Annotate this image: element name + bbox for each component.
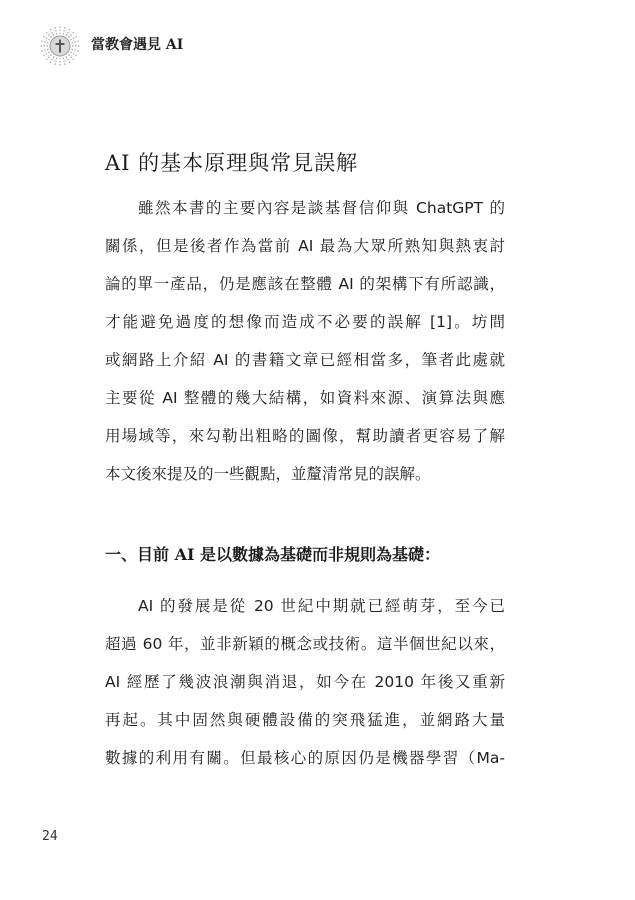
text-line: 超過 60 年，並非新穎的概念或技術。這半個世紀以來， <box>105 635 505 653</box>
section-paragraph <box>105 587 505 777</box>
emblem-ray <box>72 49 81 51</box>
emblem-ray <box>50 56 55 64</box>
emblem-ray <box>68 54 74 60</box>
text-line: 數據的利用有關。但最核心的原因仍是機器學習（Ma- <box>105 749 505 767</box>
emblem-ray <box>45 54 51 60</box>
chapter-title: AI 的基本原理與常見誤解 <box>105 151 359 175</box>
emblem-ray <box>66 56 71 64</box>
emblem-ray <box>55 26 57 35</box>
text-line: AI 的發展是從 20 世紀中期就已經萌芽，至今已 <box>138 597 505 615</box>
text-line: 主要從 AI 整體的幾大結構，如資料來源、演算法與應 <box>105 389 505 407</box>
text-line: 才能避免過度的想像而造成不必要的誤解 [1]。坊間 <box>105 313 505 331</box>
emblem-ray <box>70 52 78 57</box>
page-number: 24 <box>42 829 58 844</box>
intro-paragraph <box>105 189 505 493</box>
emblem-ray <box>63 26 65 35</box>
emblem-ray <box>40 41 49 43</box>
text-line: 或網路上介紹 AI 的書籍文章已經相當多，筆者此處就 <box>105 351 505 369</box>
text-line: 用場域等，來勾勒出粗略的圖像，幫助讀者更容易了解 <box>105 427 505 445</box>
emblem-ray <box>68 31 74 37</box>
emblem-ray <box>72 41 81 43</box>
running-title: 當教會遇見 AI <box>91 37 184 53</box>
text-line: 再起。其中固然與硬體設備的突飛猛進，並網路大量 <box>105 711 505 729</box>
text-line: 論的單一產品，仍是應該在整體 AI 的架構下有所認識， <box>105 275 505 293</box>
emblem-ray <box>42 36 50 41</box>
text-line: AI 經歷了幾波浪潮與消退，如今在 2010 年後又重新 <box>105 673 505 691</box>
emblem-ray <box>70 36 78 41</box>
emblem-ray <box>55 58 57 67</box>
text-line: 雖然本書的主要內容是談基督信仰與 ChatGPT 的 <box>138 199 505 217</box>
text-line: 本文後來提及的一些觀點，並釐清常見的誤解。 <box>105 465 431 483</box>
emblem-ray <box>50 28 55 36</box>
emblem-ray <box>63 58 65 67</box>
emblem-ray <box>42 52 50 57</box>
emblem-ray <box>40 49 49 51</box>
cross-sunburst-icon <box>38 24 82 68</box>
section-heading: 一、目前 AI 是以數據為基礎而非規則為基礎： <box>105 545 441 564</box>
text-line: 關係，但是後者作為當前 AI 最為大眾所熟知與熱衷討 <box>105 237 505 255</box>
emblem-ray <box>66 28 71 36</box>
emblem-ray <box>45 31 51 37</box>
